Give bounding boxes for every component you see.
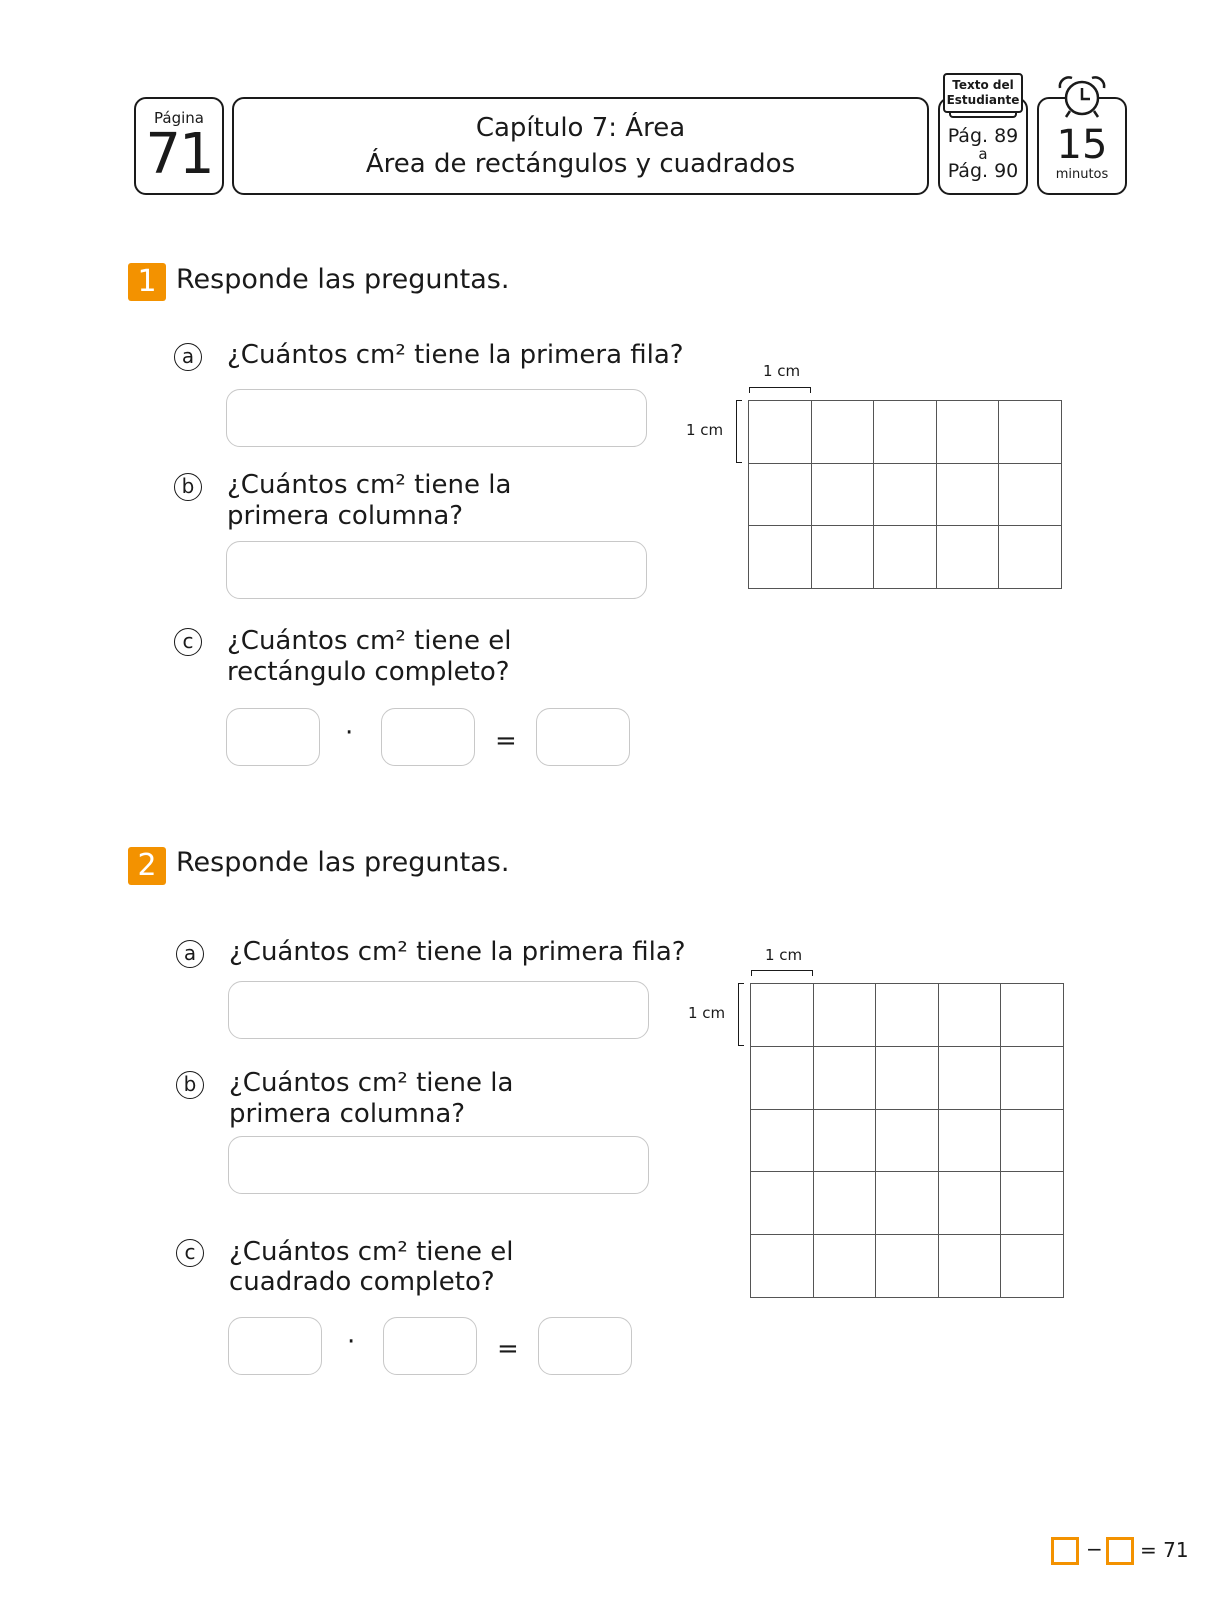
grid-cell <box>999 464 1062 527</box>
s2-factor-2-field[interactable] <box>383 1317 477 1375</box>
grid-cell <box>749 401 812 464</box>
grid-cell <box>876 1110 939 1173</box>
s2-letter-b: b <box>176 1071 204 1099</box>
grid-cell <box>937 526 1000 589</box>
s2-height-label: 1 cm <box>688 1004 726 1022</box>
s1-answer-b-field[interactable] <box>226 541 647 599</box>
grid-cell <box>812 401 875 464</box>
grid-cell <box>814 1172 877 1235</box>
grid-cell <box>939 984 1002 1047</box>
grid-cell <box>876 1047 939 1110</box>
pages-from: Pág. 89 <box>947 125 1019 147</box>
book-badge-line1: Texto del <box>952 78 1014 92</box>
grid-cell <box>812 526 875 589</box>
grid-cell <box>749 526 812 589</box>
grid-cell <box>939 1047 1002 1110</box>
s2-letter-a: a <box>176 940 204 968</box>
grid-cell <box>1001 1235 1064 1298</box>
page-number: 71 <box>145 122 213 187</box>
grid-cell <box>939 1110 1002 1173</box>
grid-cell <box>751 1110 814 1173</box>
s2-square-grid <box>750 983 1064 1298</box>
lesson-subtitle: Área de rectángulos y cuadrados <box>365 149 796 179</box>
s1-equals-sign: = <box>495 726 517 756</box>
page-number-box <box>134 97 224 195</box>
section-2-title: Responde las preguntas. <box>176 847 510 878</box>
grid-cell <box>814 1235 877 1298</box>
footer-box-2 <box>1106 1537 1134 1565</box>
s2-factor-1-field[interactable] <box>228 1317 322 1375</box>
s1-width-bracket <box>749 387 811 393</box>
s1-rectangle-grid <box>748 400 1062 589</box>
grid-cell <box>876 1235 939 1298</box>
section-1-title: Responde las preguntas. <box>176 264 510 295</box>
grid-cell <box>1001 1110 1064 1173</box>
page-label: Página <box>154 109 204 127</box>
grid-cell <box>937 464 1000 527</box>
grid-cell <box>1001 984 1064 1047</box>
s2-width-bracket <box>751 970 813 976</box>
grid-cell <box>751 1235 814 1298</box>
s1-answer-a-field[interactable] <box>226 389 647 447</box>
s1-factor-1-field[interactable] <box>226 708 320 766</box>
s1-factor-2-field[interactable] <box>381 708 475 766</box>
grid-cell <box>999 401 1062 464</box>
grid-cell <box>812 464 875 527</box>
grid-cell <box>937 401 1000 464</box>
s1-height-bracket <box>736 400 742 463</box>
grid-cell <box>814 1047 877 1110</box>
minutes-label: minutos <box>1055 167 1109 182</box>
s1-multiply-sign: · <box>345 718 354 748</box>
s1-letter-c: c <box>174 628 202 656</box>
s2-question-a: ¿Cuántos cm² tiene la primera fila? <box>229 937 686 967</box>
footer-minus: − <box>1086 1537 1103 1561</box>
grid-cell <box>814 984 877 1047</box>
grid-cell <box>751 984 814 1047</box>
footer-equals-71: = 71 <box>1140 1538 1189 1562</box>
s2-product-field[interactable] <box>538 1317 632 1375</box>
grid-cell <box>876 1172 939 1235</box>
grid-cell <box>874 464 937 527</box>
s2-answer-b-field[interactable] <box>228 1136 649 1194</box>
grid-cell <box>876 984 939 1047</box>
s2-question-b-line1: ¿Cuántos cm² tiene la <box>229 1068 514 1098</box>
s2-question-c-line2: cuadrado completo? <box>229 1267 495 1297</box>
footer-box-1 <box>1051 1537 1079 1565</box>
grid-cell <box>999 526 1062 589</box>
s2-answer-a-field[interactable] <box>228 981 649 1039</box>
s1-letter-a: a <box>174 343 202 371</box>
grid-cell <box>939 1235 1002 1298</box>
s1-question-a: ¿Cuántos cm² tiene la primera fila? <box>227 340 684 370</box>
grid-cell <box>751 1172 814 1235</box>
alarm-clock-icon <box>1054 74 1110 122</box>
grid-cell <box>814 1110 877 1173</box>
s2-question-c-line1: ¿Cuántos cm² tiene el <box>229 1237 514 1267</box>
s2-question-b-line2: primera columna? <box>229 1099 466 1129</box>
section-1-number: 1 <box>128 263 166 301</box>
s1-width-label: 1 cm <box>763 362 801 380</box>
grid-cell <box>1001 1047 1064 1110</box>
section-2-number: 2 <box>128 847 166 885</box>
s2-letter-c: c <box>176 1239 204 1267</box>
grid-cell <box>939 1172 1002 1235</box>
s1-question-c-line2: rectángulo completo? <box>227 657 510 687</box>
s1-question-b-line1: ¿Cuántos cm² tiene la <box>227 470 512 500</box>
book-badge-line2: Estudiante <box>946 93 1020 107</box>
s1-letter-b: b <box>174 473 202 501</box>
minutes-value: 15 <box>1056 122 1108 168</box>
grid-cell <box>874 401 937 464</box>
grid-cell <box>751 1047 814 1110</box>
pages-to: Pág. 90 <box>947 160 1019 182</box>
s1-question-b-line2: primera columna? <box>227 501 464 531</box>
s2-multiply-sign: · <box>347 1327 356 1357</box>
s1-product-field[interactable] <box>536 708 630 766</box>
s2-equals-sign: = <box>497 1334 519 1364</box>
s2-width-label: 1 cm <box>765 946 803 964</box>
grid-cell <box>749 464 812 527</box>
pages-connector: a <box>978 145 988 163</box>
s1-question-c-line1: ¿Cuántos cm² tiene el <box>227 626 512 656</box>
chapter-title: Capítulo 7: Área <box>475 113 686 143</box>
s1-height-label: 1 cm <box>686 421 724 439</box>
grid-cell <box>1001 1172 1064 1235</box>
grid-cell <box>874 526 937 589</box>
book-icon <box>943 73 1023 113</box>
s2-height-bracket <box>738 983 744 1046</box>
chapter-title-box <box>232 97 929 195</box>
